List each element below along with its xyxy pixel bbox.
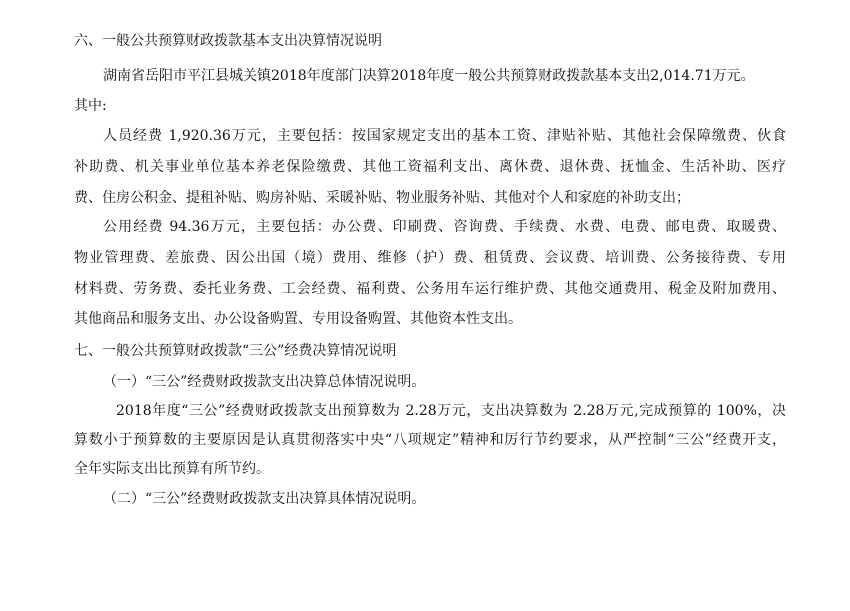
public-expense-line-2: 物业管理费、差旅费、因公出国（境）费用、维修（护）费、租赁费、会议费、培训费、公务接待费、专用 [74,250,786,266]
section-six-heading: 六、一般公共预算财政拨款基本支出决算情况说明 [74,33,382,49]
three-expenses-line-3: 全年实际支出比预算有所节约。 [74,461,270,477]
public-expense-line-4: 其他商品和服务支出、办公设备购置、专用设备购置、其他资本性支出。 [74,311,522,327]
public-expense-line-3: 材料费、劳务费、委托业务费、工会经费、福利费、公务用车运行维护费、其他交通费用、税金及附加费用、 [74,281,786,297]
basic-expenditure-summary: 湖南省岳阳市平江县城关镇2018年度部门决算2018年度一般公共预算财政拨款基本支出2,014.71万元。 [103,68,755,84]
three-expenses-line-1: 2018年度“三公”经费财政拨款支出预算数为 2.28万元，支出决算数为 2.28万元,完成预算的 100%，决 [116,403,786,419]
personnel-expense-line-2: 补助费、机关事业单位基本养老保险缴费、其他工资福利支出、离休费、退休费、抚恤金、生活补助、医疗 [74,159,786,175]
subsection-one-heading: （一）“三公”经费财政拨款支出决算总体情况说明。 [103,374,426,390]
public-expense-line-1: 公用经费 94.36万元，主要包括：办公费、印刷费、咨询费、手续费、水费、电费、邮电费、取暖费、 [103,219,786,235]
personnel-expense-line-1: 人员经费 1,920.36万元，主要包括：按国家规定支出的基本工资、津贴补贴、其他社会保障缴费、伙食 [103,128,786,144]
section-seven-heading: 七、一般公共预算财政拨款“三公”经费决算情况说明 [74,343,397,359]
personnel-expense-line-3: 费、住房公积金、提租补贴、购房补贴、采暖补贴、物业服务补贴、其他对个人和家庭的补助支出； [74,190,690,206]
three-expenses-line-2: 算数小于预算数的主要原因是认真贯彻落实中央“八项规定”精神和厉行节约要求，从严控制“三公”经费开支， [74,432,786,448]
subsection-two-heading: （二）“三公”经费财政拨款支出决算具体情况说明。 [103,491,426,507]
among-label: 其中: [74,98,107,114]
